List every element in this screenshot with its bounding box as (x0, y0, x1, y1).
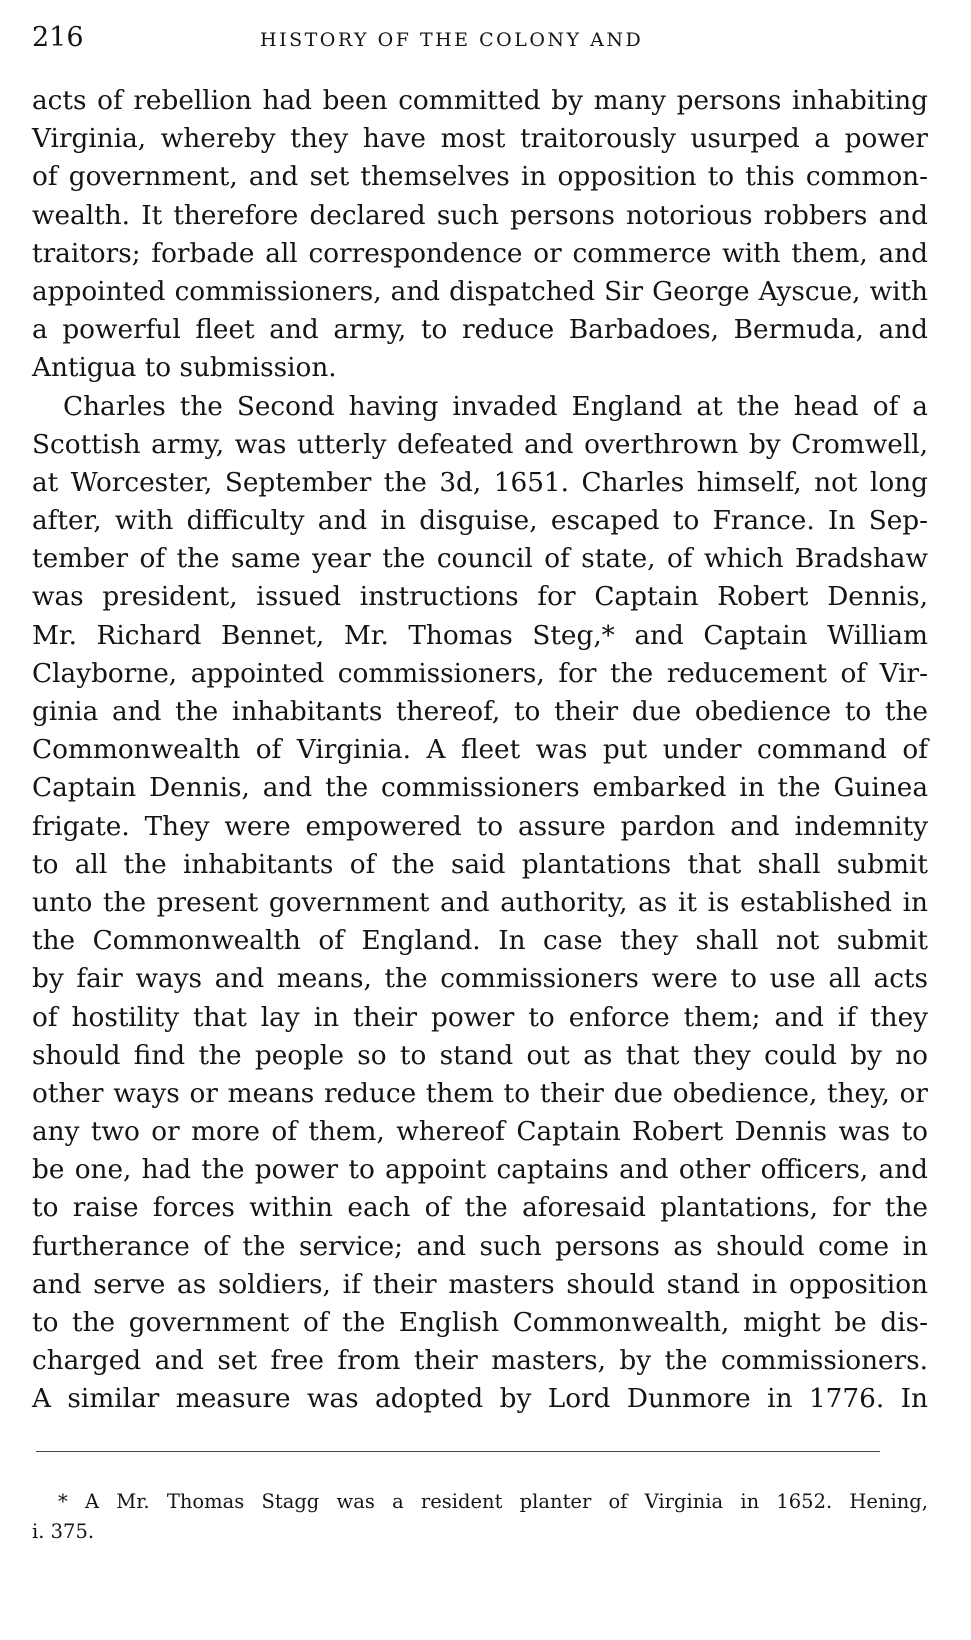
text-line: to raise forces within each of the aforesaid plantations, for the (32, 1193, 928, 1224)
text-line: of government, and set themselves in opposition to this common- (32, 162, 928, 193)
footnote-divider (36, 1451, 880, 1452)
text-line: any two or more of them, whereof Captain Robert Dennis was to (32, 1117, 928, 1148)
text-line: Scottish army, was utterly defeated and overthrown by Cromwell, (32, 429, 928, 460)
text-line: was president, issued instructions for Captain Robert Dennis, (32, 582, 928, 613)
text-line: other ways or means reduce them to their due obedience, they, or (32, 1078, 928, 1109)
text-line: traitors; forbade all correspondence or commerce with them, and (32, 238, 928, 269)
text-line: at Worcester, September the 3d, 1651. Charles himself, not long (32, 467, 928, 498)
text-line: should find the people so to stand out as that they could by no (32, 1040, 928, 1071)
text-line: unto the present government and authority, as it is established in (32, 887, 928, 918)
text-line: frigate. They were empowered to assure pardon and indemnity (32, 811, 928, 842)
text-line: Commonwealth of Virginia. A fleet was put under command of (32, 735, 928, 766)
text-line: by fair ways and means, the commissioners were to use all acts (32, 964, 928, 995)
text-line: after, with difficulty and in disguise, escaped to France. In Sep- (32, 506, 928, 537)
text-line: Mr. Richard Bennet, Mr. Thomas Steg,* and Captain William (32, 620, 928, 651)
text-line: tember of the same year the council of state, of which Bradshaw (32, 544, 928, 575)
text-line: appointed commissioners, and dispatched Sir George Ayscue, with (32, 276, 928, 307)
text-line: furtherance of the service; and such persons as should come in (32, 1231, 928, 1262)
text-line: Clayborne, appointed commissioners, for the reducement of Vir- (32, 658, 928, 689)
text-line: to the government of the English Commonwealth, might be dis- (32, 1308, 928, 1338)
text-line: Charles the Second having invaded England at the head of a (63, 391, 928, 422)
text-line: Antigua to submission. (32, 353, 337, 384)
body-text (32, 82, 928, 1419)
text-line: of hostility that lay in their power to enforce them; and if they (32, 1002, 928, 1033)
text-line: Virginia, whereby they have most traitorously usurped a power (32, 124, 928, 155)
page-number: 216 (32, 22, 84, 53)
text-line: A similar measure was adopted by Lord Dunmore in 1776. In (32, 1384, 928, 1415)
text-line: be one, had the power to appoint captains and other officers, and (32, 1155, 928, 1186)
running-title: HISTORY OF THE COLONY AND (260, 29, 644, 51)
text-line: the Commonwealth of England. In case they shall not submit (32, 926, 928, 957)
text-line: Captain Dennis, and the commissioners embarked in the Guinea (32, 773, 928, 804)
text-line: ginia and the inhabitants thereof, to their due obedience to the (32, 697, 928, 727)
page-header (32, 22, 928, 56)
footnote-line: i. 375. (32, 1520, 95, 1543)
text-line: and serve as soldiers, if their masters should stand in opposition (32, 1269, 928, 1300)
text-line: to all the inhabitants of the said plantations that shall submit (32, 849, 928, 880)
text-line: charged and set free from their masters, by the commissioners. (32, 1346, 928, 1377)
text-line: acts of rebellion had been committed by many persons inhabiting (32, 86, 928, 116)
footnote-line: * A Mr. Thomas Stagg was a resident planter of Virginia in 1652. Hening, (58, 1490, 928, 1513)
text-line: wealth. It therefore declared such persons notorious robbers and (32, 200, 928, 231)
text-line: a powerful fleet and army, to reduce Barbadoes, Bermuda, and (32, 315, 928, 346)
footnote (32, 1487, 928, 1547)
